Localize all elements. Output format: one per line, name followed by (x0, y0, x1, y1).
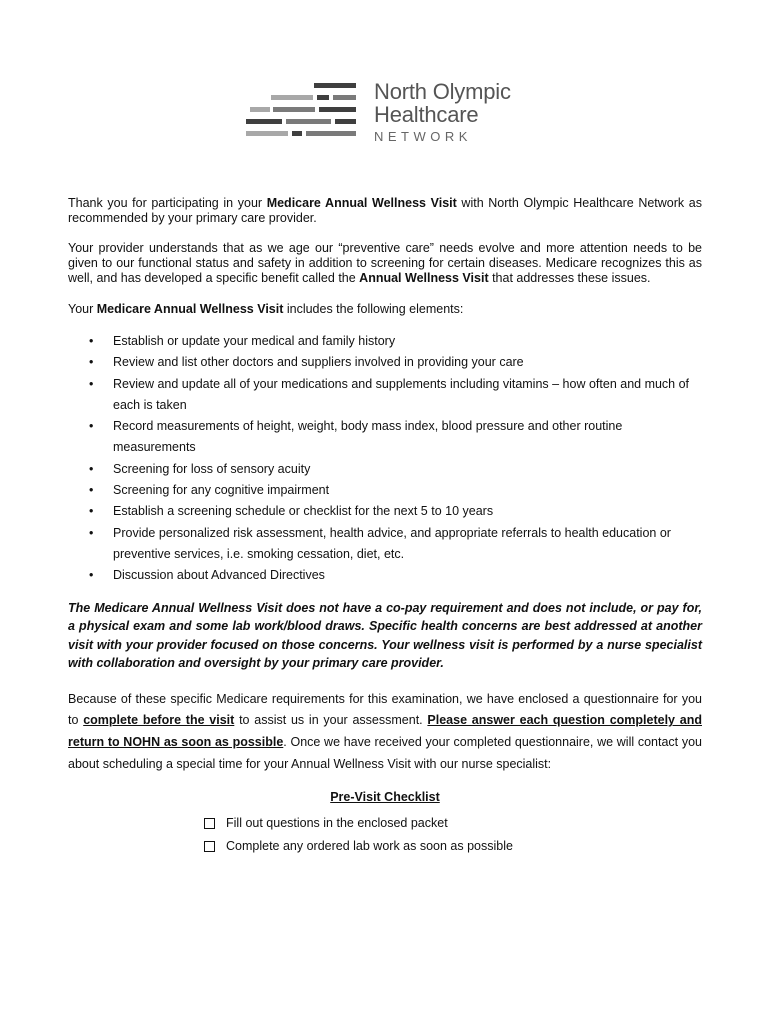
checkbox[interactable] (204, 841, 215, 852)
logo-line-3: NETWORK (374, 129, 472, 144)
provider-bold: Annual Wellness Visit (359, 271, 489, 285)
copay-notice: The Medicare Annual Wellness Visit does not have a co-pay requirement and does not include, or pay for, a physical exam and some lab work/blood draws. Specific health concerns are best addressed at another visit with your provider focused on those concerns. Your wellness visit is performed by a nurse specialist with collaboration and oversight by your primary care provider. (68, 600, 702, 671)
list-item: • Review and update all of your medications and supplements including vitamins – how often and much of each is taken (68, 374, 702, 417)
checklist-title: Pre-Visit Checklist (330, 789, 440, 804)
list-item: • Record measurements of height, weight, body mass index, blood pressure and other routine measurements (68, 416, 702, 459)
includes-paragraph (68, 302, 702, 317)
north-olympic-logo (246, 80, 546, 152)
letter-body (68, 196, 702, 858)
logo-line-2: Healthcare (374, 102, 479, 127)
visit-elements-list (68, 331, 702, 587)
pre-visit-checklist (204, 812, 702, 858)
list-item: • Review and list other doctors and suppliers involved in providing your care (68, 352, 702, 373)
includes-text-end: includes the following elements: (283, 302, 464, 316)
checklist-item (204, 835, 702, 858)
checklist-item-label: Complete any ordered lab work as soon as possible (226, 838, 513, 853)
checklist-item-label: Fill out questions in the enclosed packet (226, 815, 448, 830)
includes-bold: Medicare Annual Wellness Visit (96, 302, 284, 316)
because-text-3: . Once we have received your completed questionnaire, we will contact you about scheduling a special time for your Annual Wellness Visit with our nurse specialist: (68, 735, 702, 771)
includes-text-start: Your (68, 302, 97, 316)
list-item: • Establish or update your medical and family history (68, 331, 702, 352)
list-item: • Screening for loss of sensory acuity (68, 459, 702, 480)
provider-text-end: that addresses these issues. (488, 271, 651, 285)
answer-each-question: Please answer each question completely and return to NOHN as soon as possible (68, 713, 702, 750)
logo-text (374, 80, 511, 144)
questionnaire-paragraph (68, 689, 702, 776)
checklist-item (204, 812, 702, 835)
because-text-2: to assist us in your assessment. (234, 713, 428, 728)
provider-text-start: Your provider understands that as we age our “preventive care” needs evolve and more attention needs to be given to our functional status and safety in addition to screening for certain diseases. Medicare recognizes this as well, and has developed a specific benefit called the (68, 241, 702, 285)
logo-line-1: North Olympic (374, 79, 511, 104)
list-item: • Discussion about Advanced Directives (68, 565, 702, 586)
intro-paragraph (68, 196, 702, 226)
complete-before-visit: complete before the visit (83, 713, 235, 728)
list-item: • Screening for any cognitive impairment (68, 480, 702, 501)
intro-text-start: Thank you for participating in your (68, 196, 267, 210)
intro-text-end: with North Olympic Healthcare Network as recommended by your primary care provider. (68, 196, 702, 225)
checkbox[interactable] (204, 818, 215, 829)
because-text-1: Because of these specific Medicare requirements for this examination, we have enclosed a questionnaire for you to (68, 691, 702, 728)
provider-paragraph (68, 241, 702, 286)
list-item: • Establish a screening schedule or checklist for the next 5 to 10 years (68, 501, 702, 522)
list-item: • Provide personalized risk assessment, health advice, and appropriate referrals to health education or preventive services, i.e. smoking cessation, diet, etc. (68, 523, 702, 566)
intro-bold: Medicare Annual Wellness Visit (266, 196, 457, 210)
